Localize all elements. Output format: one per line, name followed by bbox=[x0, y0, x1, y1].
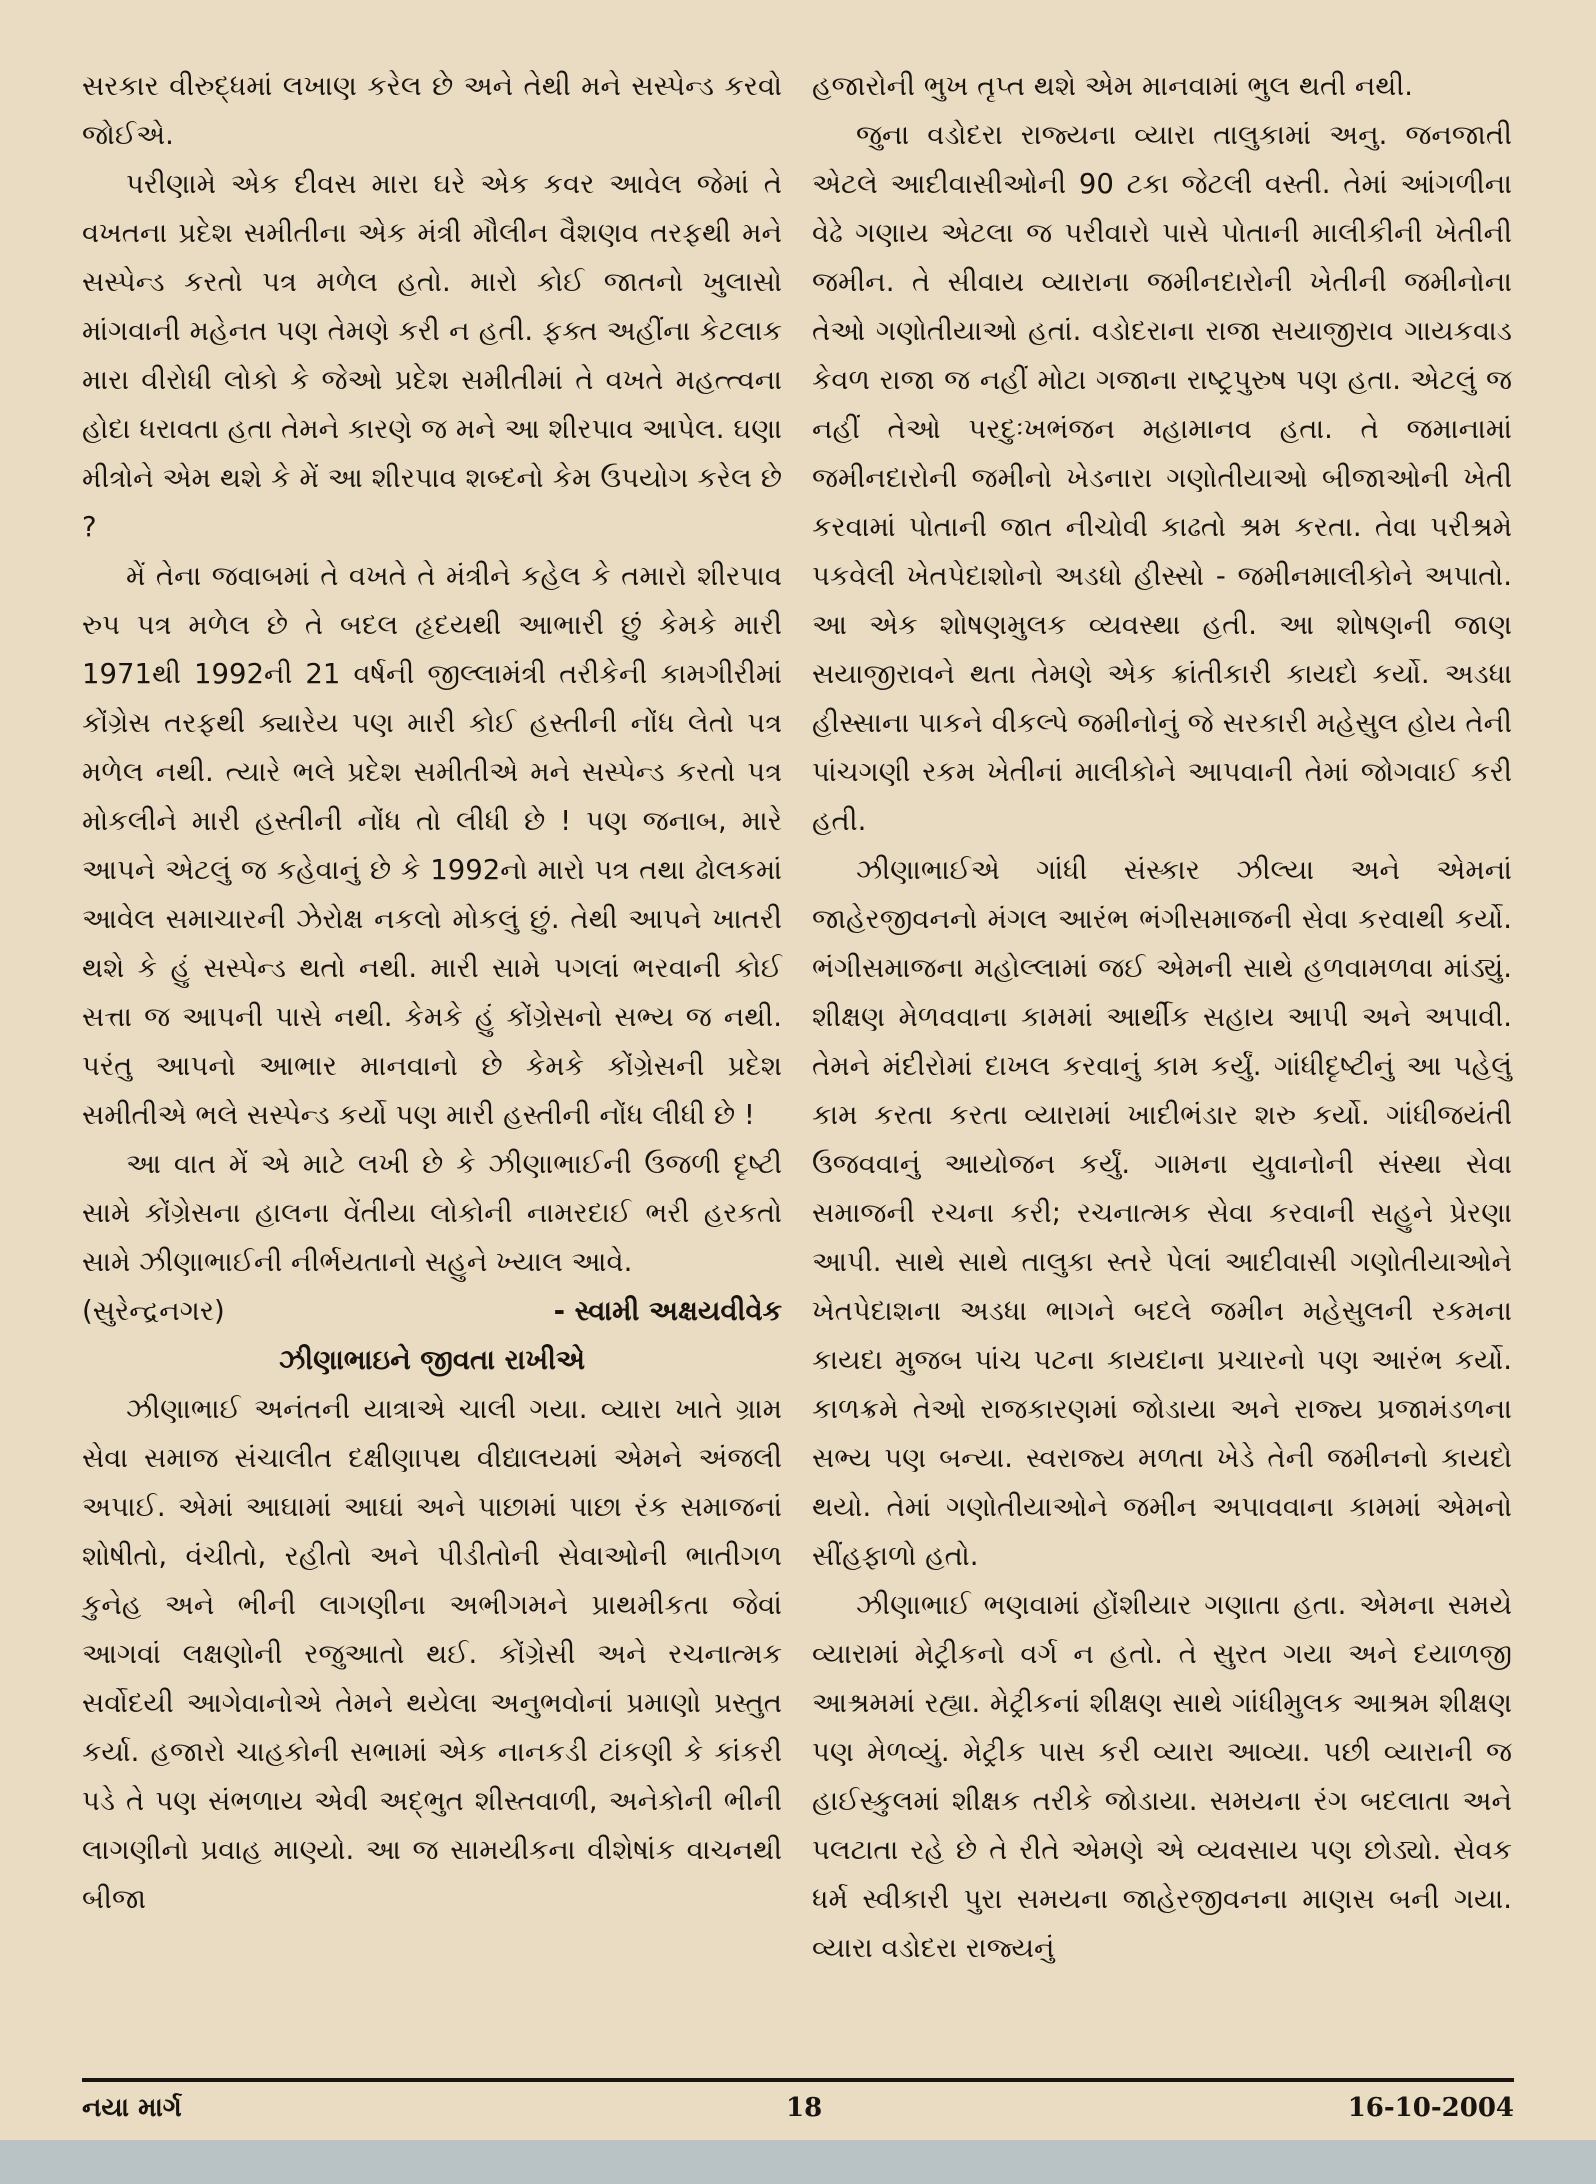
right-column bbox=[812, 62, 1512, 1973]
signature-place: (સુરેન્દ્રનગર) bbox=[82, 1295, 225, 1327]
paragraph: પરીણામે એક દીવસ મારા ઘરે એક કવર આવેલ જેમાં તે વખતના પ્રદેશ સમીતીના એક મંત્રી મૌલીન વૈશણવ તરફથી મને સસ્પેન્ડ કરતો પત્ર મળેલ હતો. મારો કોઈ જાતનો ખુલાસો માંગવાની મહેનત પણ તેમણે કરી ન હતી. ફક્ત અહીંના કેટલાક મારા વીરોધી લોકો કે જેઓ પ્રદેશ સમીતીમાં તે વખતે મહત્ત્વના હોદા ધરાવતા હતા તેમને કારણે જ મને આ શીરપાવ આપેલ. ઘણા મીત્રોને એમ થશે કે મેં આ શીરપાવ શબ્દનો કેમ ઉપયોગ કરેલ છે ? bbox=[82, 168, 782, 543]
left-column bbox=[82, 62, 782, 1924]
paragraph: ઝીણાભાઈએ ગાંધી સંસ્કાર ઝીલ્યા અને એમનાં જાહેરજીવનનો મંગલ આરંભ ભંગીસમાજની સેવા કરવાથી કર્યો. ભંગીસમાજના મહોલ્લામાં જઈ એમની સાથે હળવામળવા માંડ્યું. શીક્ષણ મેળવવાના કામમાં આર્થીક સહાય આપી અને અપાવી. તેમને મંદીરોમાં દાખલ કરવાનું કામ કર્યું. ગાંધીદૃષ્ટીનું આ પહેલું કામ કરતા કરતા વ્યારામાં ખાદીભંડાર શરુ કર્યો. ગાંધીજયંતી ઉજવવાનું આયોજન કર્યું. ગામના યુવાનોની સંસ્થા સેવા સમાજની રચના કરી; રચનાત્મક સેવા કરવાની સહુને પ્રેરણા આપી. સાથે સાથે તાલુકા સ્તરે પેલાં આદીવાસી ગણોતીયાઓને ખેતપેદાશના અડધા ભાગને બદલે જમીન મહેસુલની રકમના કાયદા મુજબ પાંચ પટના કાયદાના પ્રચારનો પણ આરંભ કર્યો. કાળક્રમે તેઓ રાજકારણમાં જોડાયા અને રાજ્ય પ્રજામંડળના સભ્ય પણ બન્યા. સ્વરાજ્ય મળતા ખેડે તેની જમીનનો કાયદો થયો. તેમાં ગણોતીયાઓને જમીન અપાવવાના કામમાં એમનો સીંહફાળો હતો. bbox=[812, 854, 1512, 1572]
scan-edge bbox=[0, 2140, 1596, 2184]
paragraph: આ વાત મેં એ માટે લખી છે કે ઝીણાભાઈની ઉજળી દૃષ્ટી સામે કોંગ્રેસના હાલના વેંતીયા લોકોની નામરદાઈ ભરી હરકતો સામે ઝીણાભાઈની નીર્ભયતાનો સહુને ખ્યાલ આવે. bbox=[82, 1148, 782, 1278]
paragraph: હજારોની ભુખ તૃપ્ત થશે એમ માનવામાં ભુલ થતી નથી. bbox=[812, 70, 1414, 102]
footer-divider bbox=[82, 2078, 1514, 2082]
signature-author: - સ્વામી અક્ષયવીવેક bbox=[553, 1295, 782, 1327]
paragraph: સરકાર વીરુદ્ધમાં લખાણ કરેલ છે અને તેથી મને સસ્પેન્ડ કરવો જોઈએ. bbox=[82, 70, 782, 151]
paragraph: મેં તેના જવાબમાં તે વખતે તે મંત્રીને કહેલ કે તમારો શીરપાવ રુપ પત્ર મળેલ છે તે બદલ હૃદયથી આભારી છું કેમકે મારી 1971થી 1992ની 21 વર્ષની જીલ્લામંત્રી તરીકેની કામગીરીમાં કોંગ્રેસ તરફથી ક્યારેય પણ મારી કોઈ હસ્તીની નોંધ લેતો પત્ર મળેલ નથી. ત્યારે ભલે પ્રદેશ સમીતીએ મને સસ્પેન્ડ કરતો પત્ર મોકલીને મારી હસ્તીની નોંધ તો લીધી છે ! પણ જનાબ, મારે આપને એટલું જ કહેવાનું છે કે 1992નો મારો પત્ર તથા ઢોલકમાં આવેલ સમાચારની ઝેરોક્ષ નકલો મોકલું છું. તેથી આપને ખાતરી થશે કે હું સસ્પેન્ડ થતો નથી. મારી સામે પગલાં ભરવાની કોઈ સત્તા જ આપની પાસે નથી. કેમકે હું કોંગ્રેસનો સભ્ય જ નથી. પરંતુ આપનો આભાર માનવાનો છે કેમકે કોંગ્રેસની પ્રદેશ સમીતીએ ભલે સસ્પેન્ડ કર્યો પણ મારી હસ્તીની નોંધ લીધી છે ! bbox=[82, 560, 782, 1131]
paragraph: ઝીણાભાઈ ભણવામાં હોંશીયાર ગણાતા હતા. એમના સમયે વ્યારામાં મેટ્રીકનો વર્ગ ન હતો. તે સુરત ગયા અને દયાળજી આશ્રમમાં રહ્યા. મેટ્રીકનાં શીક્ષણ સાથે ગાંધીમુલક આશ્રમ શીક્ષણ પણ મેળવ્યું. મેટ્રીક પાસ કરી વ્યારા આવ્યા. પછી વ્યારાની જ હાઈસ્કુલમાં શીક્ષક તરીકે જોડાયા. સમયના રંગ બદલાતા અને પલટાતા રહે છે તે રીતે એમણે એ વ્યવસાય પણ છોડ્યો. સેવક ધર્મ સ્વીકારી પુરા સમયના જાહેરજીવનના માણસ બની ગયા. વ્યારા વડોદરા રાજ્યનું bbox=[812, 1589, 1512, 1964]
paragraph: જુના વડોદરા રાજ્યના વ્યારા તાલુકામાં અનુ. જનજાતી એટલે આદીવાસીઓની 90 ટકા જેટલી વસ્તી. તેમાં આંગળીના વેઢે ગણાય એટલા જ પરીવારો પાસે પોતાની માલીકીની ખેતીની જમીન. તે સીવાય વ્યારાના જમીનદારોની ખેતીની જમીનોના તેઓ ગણોતીયાઓ હતાં. વડોદરાના રાજા સયાજીરાવ ગાયકવાડ કેવળ રાજા જ નહીં મોટા ગજાના રાષ્ટ્રપુરુષ પણ હતા. એટલું જ નહીં તેઓ પરદુઃખભંજન મહામાનવ હતા. તે જમાનામાં જમીનદારોની જમીનો ખેડનારા ગણોતીયાઓ બીજાઓની ખેતી કરવામાં પોતાની જાત નીચોવી કાઢતો શ્રમ કરતા. તેવા પરીશ્રમે પકવેલી ખેતપેદાશોનો અડધો હીસ્સો - જમીનમાલીકોને અપાતો. આ એક શોષણમુલક વ્યવસ્થા હતી. આ શોષણની જાણ સયાજીરાવને થતા તેમણે એક ક્રાંતીકારી કાયદો કર્યો. અડધા હીસ્સાના પાકને વીકલ્પે જમીનોનું જે સરકારી મહેસુલ હોય તેની પાંચગણી રકમ ખેતીનાં માલીકોને આપવાની તેમાં જોગવાઈ કરી હતી. bbox=[812, 119, 1512, 837]
footer-magazine-name: નયા માર્ગ bbox=[82, 2093, 182, 2123]
signature-row bbox=[82, 1287, 782, 1336]
article-heading: ઝીણાભાઇને જીવતા રાખીએ bbox=[278, 1344, 586, 1376]
paragraph: ઝીણાભાઈ અનંતની યાત્રાએ ચાલી ગયા. વ્યારા ખાતે ગ્રામ સેવા સમાજ સંચાલીત દક્ષીણાપથ વીદ્યાલયમાં એમને અંજલી અપાઈ. એમાં આઘામાં આઘાં અને પાછામાં પાછા રંક સમાજનાં શોષીતો, વંચીતો, રહીતો અને પીડીતોની સેવાઓની ભાતીગળ કુનેહ અને ભીની લાગણીના અભીગમને પ્રાથમીકતા જેવાં આગવાં લક્ષણોની રજુઆતો થઈ. કોંગ્રેસી અને રચનાત્મક સર્વોદયી આગેવાનોએ તેમને થયેલા અનુભવોનાં પ્રમાણો પ્રસ્તુત કર્યા. હજારો ચાહકોની સભામાં એક નાનકડી ટાંકણી કે કાંકરી પડે તે પણ સંભળાય એવી અદ્ભુત શીસ્તવાળી, અનેકોની ભીની લાગણીનો પ્રવાહ માણ્યો. આ જ સામયીકના વીશેષાંક વાચનથી બીજા bbox=[82, 1393, 782, 1915]
footer-date: 16-10-2004 bbox=[1347, 2093, 1514, 2123]
footer-page-number: 18 bbox=[786, 2093, 823, 2123]
